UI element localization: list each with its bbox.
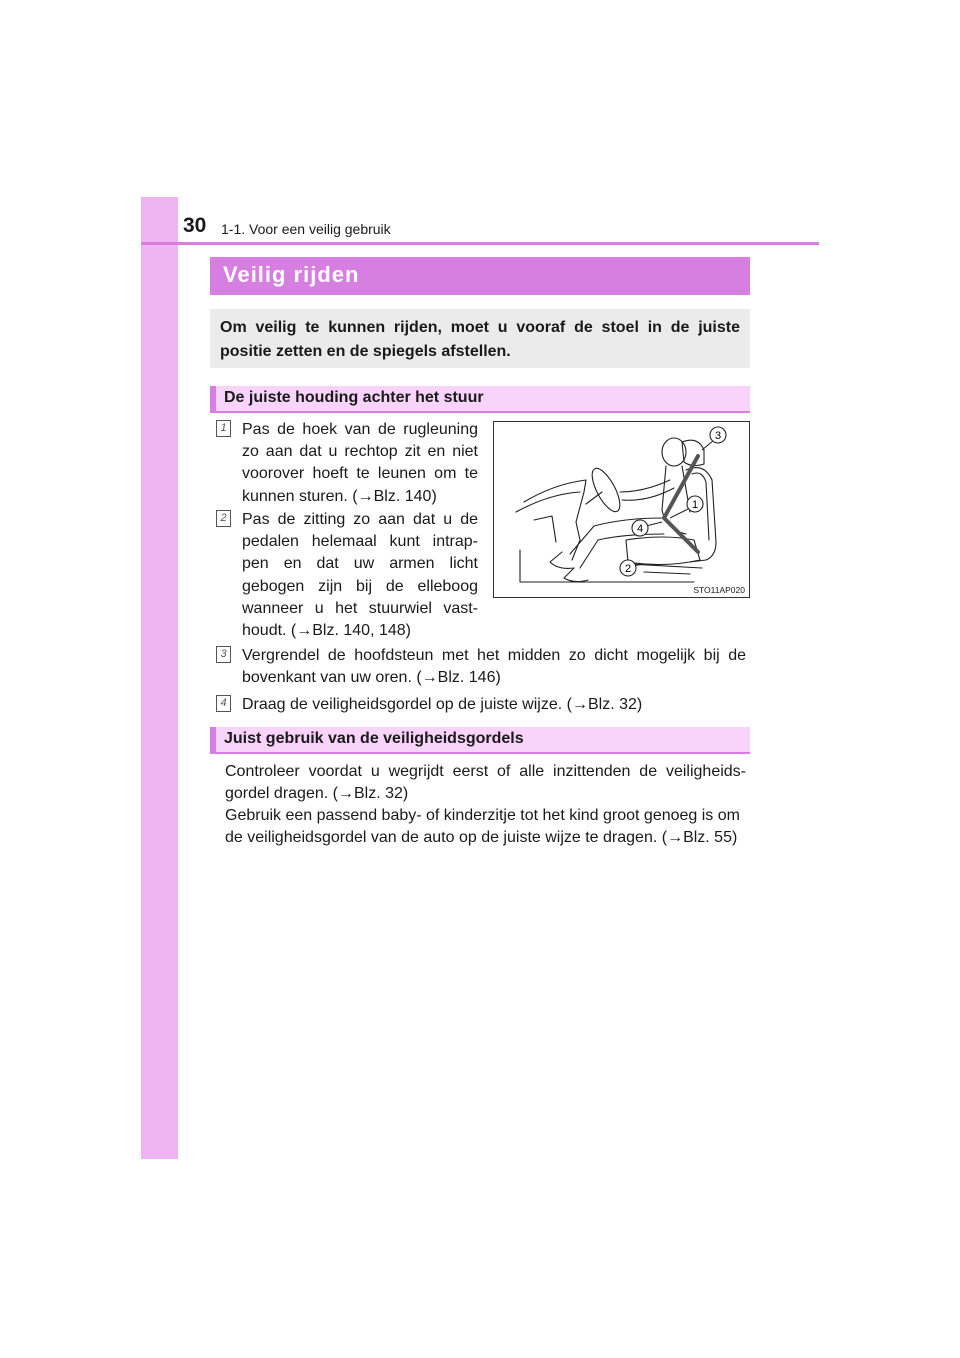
- driver-seat-illustration: [494, 422, 749, 597]
- section-title: Veilig rijden: [223, 262, 360, 287]
- figure-callout-3: 3: [714, 430, 722, 442]
- item-4-text: Draag de veiligheidsgordel op de juiste wijze. (→Blz. 32): [242, 696, 643, 713]
- driver-position-figure: [493, 421, 750, 598]
- intro-text: Om veilig te kunnen rijden, moet u vooraf de stoel in de juiste positie zetten en de spiegels afstellen.: [220, 319, 740, 360]
- item-number-3-icon: 3: [216, 646, 231, 663]
- seatbelt-paragraph-1: Controleer voordat u wegrijdt eerst of alle inzittenden de veiligheids-gordel dragen. (→Blz. 32): [225, 763, 746, 803]
- intro-box: [210, 309, 750, 368]
- item-3-text: Vergrendel de hoofdsteun met het midden zo dicht mogelijk bij de bovenkant van uw oren. (→Blz. 146): [242, 647, 746, 687]
- side-tab-strip: [141, 197, 178, 1159]
- figure-callout-1: 1: [691, 499, 699, 511]
- subheading-driving-position: [210, 386, 750, 413]
- item-2-text: Pas de zitting zo aan dat u de pedalen helemaal kunt intrap-pen en dat uw armen licht gebogen zijn bij de elleboog wanneer u het stuurwiel vast-houdt. (→Blz. 140, 148): [242, 511, 478, 640]
- item-1-text: Pas de hoek van de rugleuning zo aan dat u rechtop zit en niet voorover hoeft te leunen om te kunnen sturen. (→Blz. 140): [242, 421, 478, 505]
- running-head: 1-1. Voor een veilig gebruik: [221, 221, 391, 237]
- figure-callout-2: 2: [624, 563, 632, 575]
- item-number-4-icon: 4: [216, 695, 231, 712]
- item-number-1-icon: 1: [216, 420, 231, 437]
- subheading-label: Juist gebruik van de veiligheidsgordels: [224, 730, 524, 747]
- figure-code: STO11AP020: [693, 585, 745, 595]
- subheading-seatbelt-use: [210, 727, 750, 754]
- header-rule: [141, 242, 819, 245]
- item-number-2-icon: 2: [216, 510, 231, 527]
- figure-callout-4: 4: [636, 523, 644, 535]
- seatbelt-paragraph-2: Gebruik een passend baby- of kinderzitje tot het kind groot genoeg is om de veiligheidsgordel van de auto op de juiste wijze te dragen. (→Blz. 55): [225, 807, 740, 847]
- page-number: 30: [183, 214, 207, 237]
- subheading-label: De juiste houding achter het stuur: [224, 389, 484, 406]
- section-title-bar: [210, 257, 750, 295]
